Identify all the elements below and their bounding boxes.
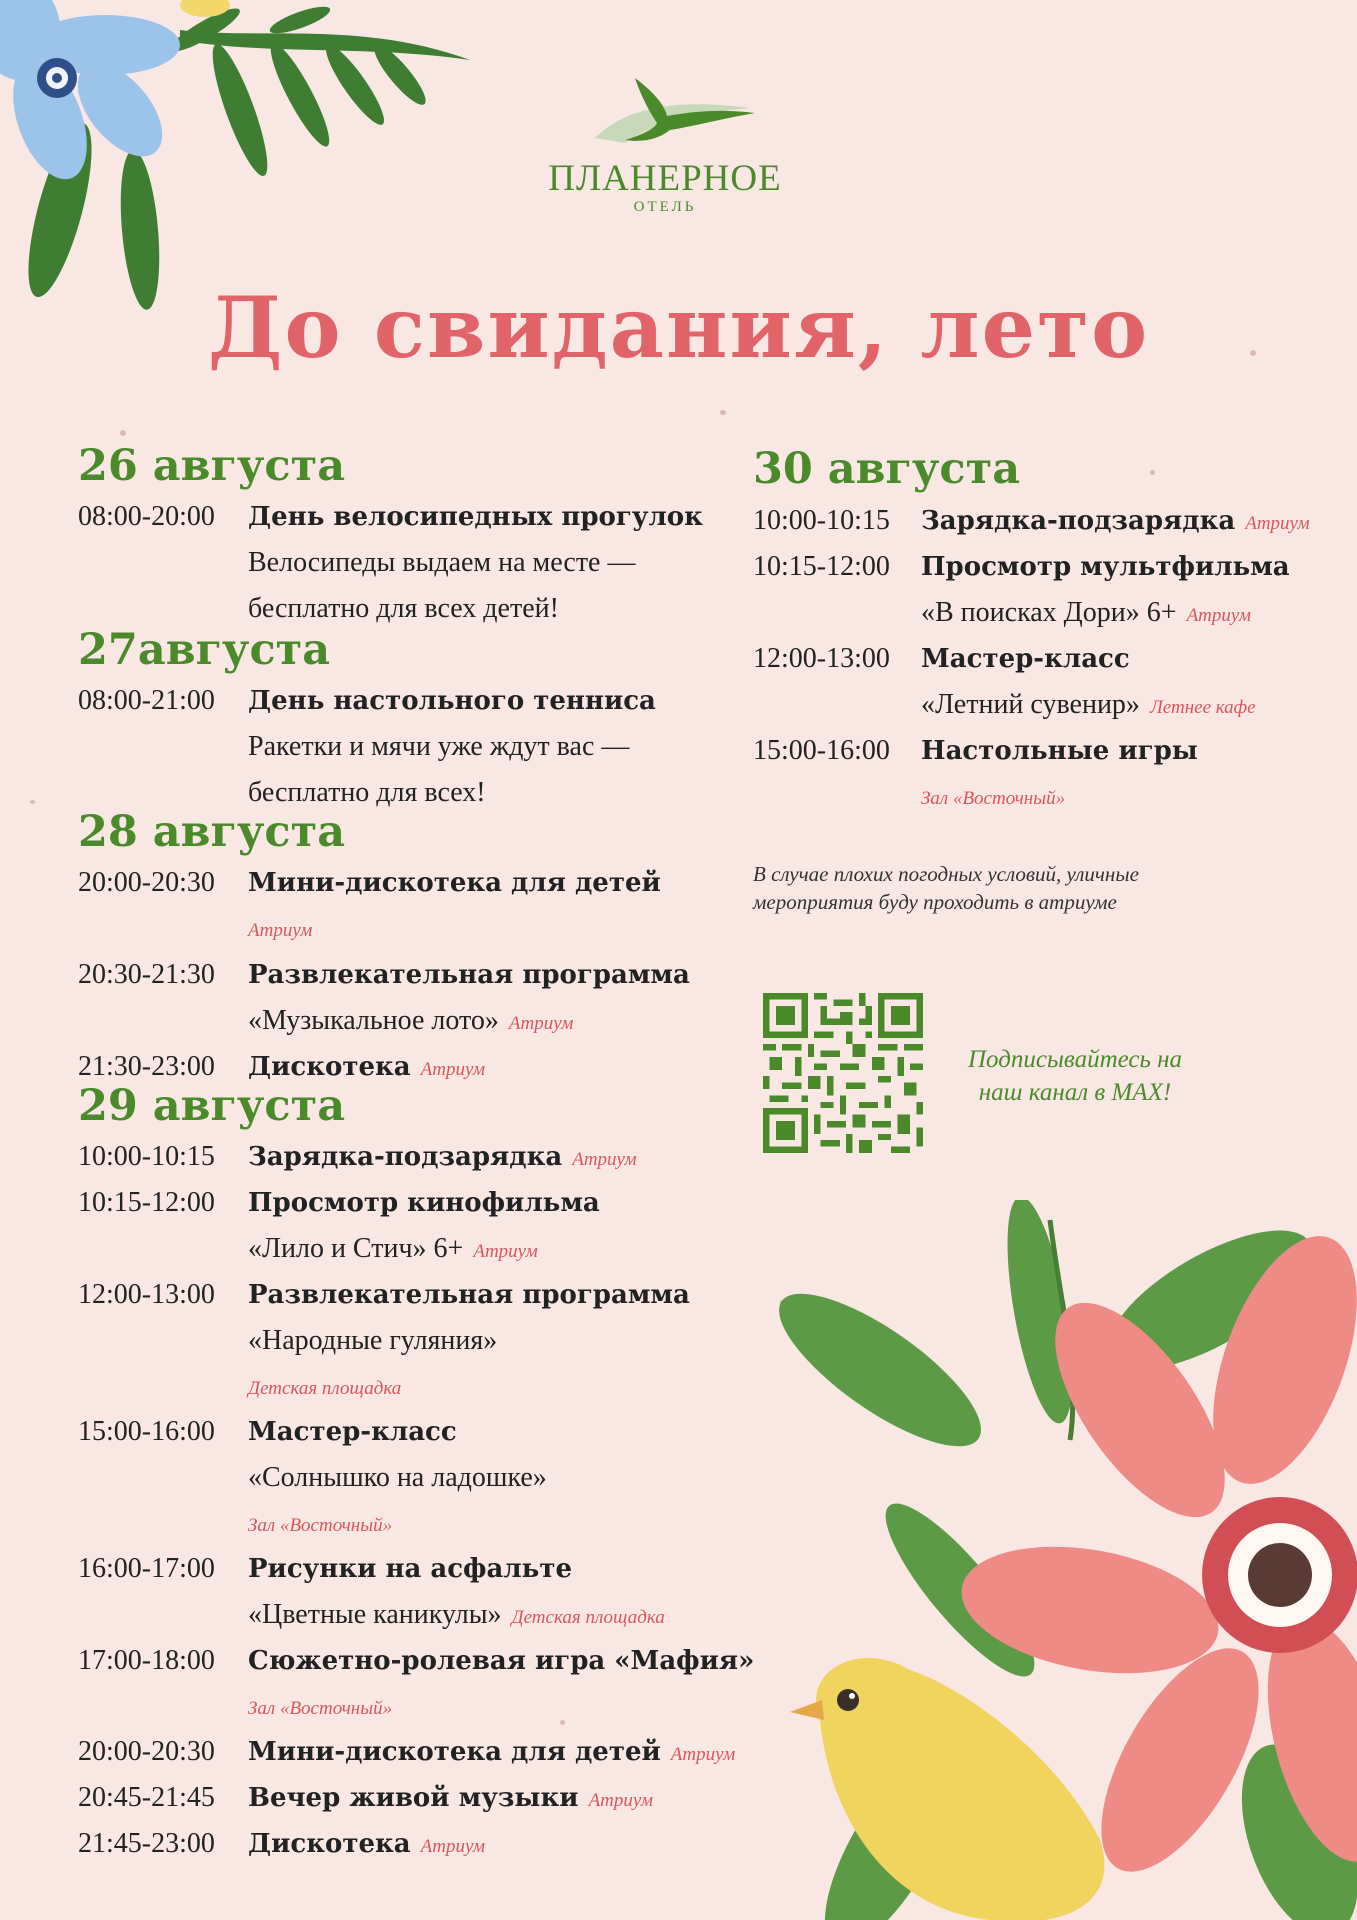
event-time: 21:45-23:00 xyxy=(78,1828,215,1859)
event-title-with-location xyxy=(248,1781,653,1818)
event-location: Детская площадка xyxy=(248,1378,402,1399)
event-title-with-location xyxy=(921,504,1310,541)
event-time: 12:00-13:00 xyxy=(78,1279,215,1310)
event-location: Зал «Восточный» xyxy=(248,1698,393,1719)
event-title: Настольные игры xyxy=(921,736,1198,766)
event-description: Ракетки и мячи уже ждут вас — xyxy=(248,731,630,762)
event-description: Велосипеды выдаем на месте — xyxy=(248,547,636,578)
event-title-with-location xyxy=(248,1735,735,1772)
event-title: Рисунки на асфальте xyxy=(248,1554,572,1584)
event-title: Мини-дискотека для детей xyxy=(248,1737,661,1767)
hotel-logo xyxy=(540,68,790,216)
event-description: бесплатно для всех детей! xyxy=(248,593,559,624)
event-title: Развлекательная программа xyxy=(248,960,690,990)
subscribe-line: Подписывайтесь на xyxy=(967,1046,1183,1073)
event-location: Атриум xyxy=(248,920,313,941)
event-subtitle-row xyxy=(921,688,1256,725)
event-location: Атриум xyxy=(670,1744,736,1765)
event-subtitle: «Цветные каникулы» xyxy=(248,1599,502,1630)
day-heading: 26 августа xyxy=(78,441,346,491)
event-time: 15:00-16:00 xyxy=(78,1416,215,1447)
event-time: 21:30-23:00 xyxy=(78,1051,215,1082)
event-subtitle: «Солнышко на ладошке» xyxy=(248,1462,547,1493)
event-location: Зал «Восточный» xyxy=(248,1515,393,1536)
event-title-with-location xyxy=(248,1827,485,1864)
event-location: Атриум xyxy=(420,1836,486,1857)
event-time: 16:00-17:00 xyxy=(78,1553,215,1584)
event-location: Атриум xyxy=(420,1059,486,1080)
day-heading: 27августа xyxy=(78,625,331,675)
event-title: Дискотека xyxy=(248,1829,411,1859)
weather-note-line: мероприятия буду проходить в атриуме xyxy=(753,890,1117,914)
event-time: 10:15-12:00 xyxy=(78,1187,215,1218)
event-subtitle: «В поисках Дори» 6+ xyxy=(921,597,1177,628)
weather-note xyxy=(753,860,1233,916)
event-location: Атриум xyxy=(473,1241,538,1262)
event-time: 10:00-10:15 xyxy=(753,505,890,536)
event-title-with-location xyxy=(248,1140,637,1177)
event-title: День настольного тенниса xyxy=(248,686,656,716)
event-location: Атриум xyxy=(1186,605,1251,626)
event-subtitle: «Народные гуляния» xyxy=(248,1325,498,1356)
event-subtitle-row xyxy=(248,1004,573,1041)
event-location: Атриум xyxy=(508,1013,574,1034)
event-subtitle-row xyxy=(921,596,1251,633)
pink-flower-icon xyxy=(740,1200,1357,1920)
event-time: 15:00-16:00 xyxy=(753,735,890,766)
event-location: Атриум xyxy=(588,1790,653,1811)
subscribe-text xyxy=(945,1043,1205,1109)
event-title: Дискотека xyxy=(248,1052,411,1082)
event-title: Развлекательная программа xyxy=(248,1280,690,1310)
event-location: Зал «Восточный» xyxy=(921,788,1066,809)
blue-flower-icon xyxy=(0,0,480,310)
event-time: 20:30-21:30 xyxy=(78,959,215,990)
event-time: 17:00-18:00 xyxy=(78,1645,215,1676)
event-time: 20:00-20:30 xyxy=(78,867,215,898)
event-time: 20:45-21:45 xyxy=(78,1782,215,1813)
event-title: Просмотр кинофильма xyxy=(248,1188,600,1218)
event-time: 08:00-20:00 xyxy=(78,501,215,532)
event-title: Вечер живой музыки xyxy=(248,1783,579,1813)
event-time: 08:00-21:00 xyxy=(78,685,215,716)
event-title: День велосипедных прогулок xyxy=(248,502,703,532)
plane-logo-icon xyxy=(565,68,765,158)
event-time: 20:00-20:30 xyxy=(78,1736,215,1767)
event-time: 12:00-13:00 xyxy=(753,643,890,674)
day-heading: 28 августа xyxy=(78,807,346,857)
event-title: Мастер-класс xyxy=(248,1417,457,1447)
event-location: Летнее кафе xyxy=(1149,697,1256,718)
event-subtitle-row xyxy=(248,1232,538,1269)
event-location: Атриум xyxy=(572,1149,637,1170)
event-subtitle-row xyxy=(248,1598,665,1635)
event-title: Зарядка-подзарядка xyxy=(921,506,1236,536)
event-title: Мастер-класс xyxy=(921,644,1130,674)
event-title: Зарядка-подзарядка xyxy=(248,1142,563,1172)
day-heading: 29 августа xyxy=(78,1081,346,1131)
event-location: Атриум xyxy=(1245,513,1310,534)
page-title: До свидания, лето xyxy=(207,278,1150,377)
event-time: 10:15-12:00 xyxy=(753,551,890,582)
qr-code-icon[interactable] xyxy=(763,993,923,1153)
event-description: бесплатно для всех! xyxy=(248,777,486,808)
event-subtitle: «Летний сувенир» xyxy=(921,689,1140,720)
event-subtitle: «Музыкальное лото» xyxy=(248,1005,499,1036)
weather-note-line: В случае плохих погодных условий, уличные xyxy=(753,862,1139,886)
hotel-name: ПЛАНЕРНОЕ xyxy=(548,158,782,199)
event-subtitle: «Лило и Стич» 6+ xyxy=(248,1233,464,1264)
event-title: Мини-дискотека для детей xyxy=(248,868,661,898)
event-location: Детская площадка xyxy=(511,1607,665,1628)
hotel-subtitle: ОТЕЛЬ xyxy=(633,199,697,215)
subscribe-line: наш канал в MAX! xyxy=(978,1079,1172,1106)
day-heading: 30 августа xyxy=(753,444,1021,494)
event-title: Сюжетно-ролевая игра «Мафия» xyxy=(248,1646,755,1676)
event-time: 10:00-10:15 xyxy=(78,1141,215,1172)
event-title: Просмотр мультфильма xyxy=(921,552,1290,582)
